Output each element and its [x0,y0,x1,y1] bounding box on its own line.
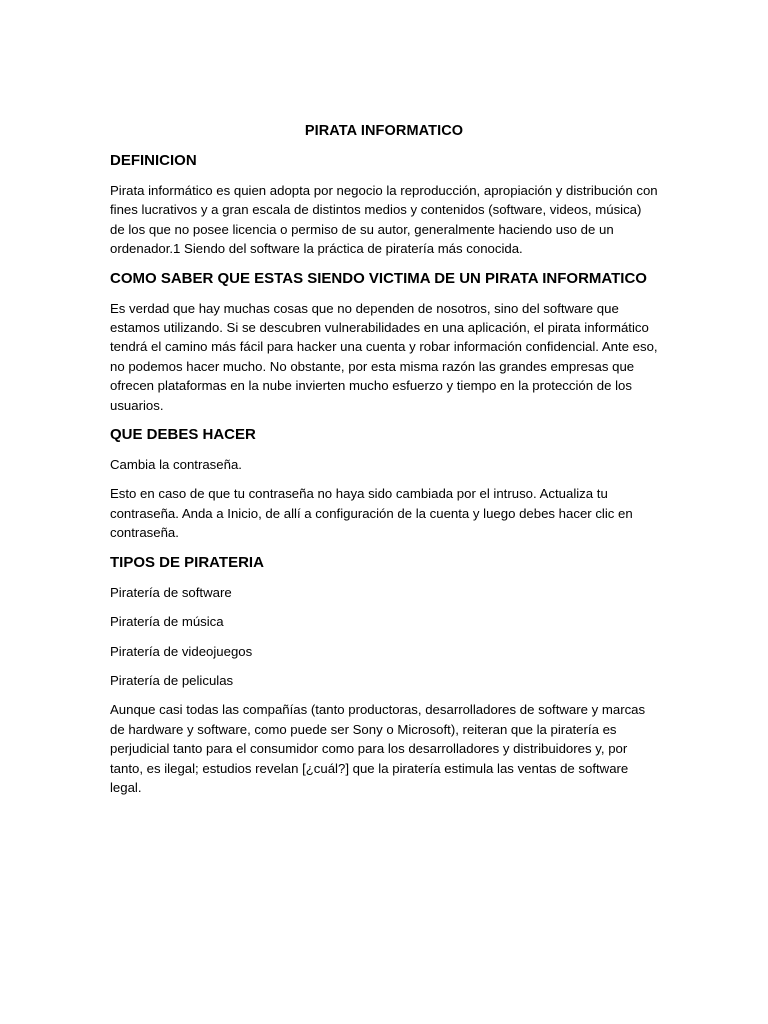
list-item: Piratería de videojuegos [110,643,253,659]
document-title: PIRATA INFORMATICO [304,123,464,139]
list-item: Piratería de software [110,584,232,600]
como-saber-paragraph: Es verdad que hay muchas cosas que no dependen de nosotros, sino del software que estamos utilizando. Si se descubren vulnerabilidades en una aplicación, el pirata informático tendrá el camino más fácil para hacker una cuenta y robar información confidencial. Ante eso, no podemos hacer mucho. No obstante, por esta misma razón las grandes empresas que ofrecen plataformas en la nube invierten mucho esfuerzo y tiempo en la protección de los usuarios. [110,300,658,413]
tipos-closing-paragraph: Aunque casi todas las compañías (tanto productoras, desarrolladores de software y marcas de hardware y software, como puede ser Sony o Microsoft), reiteran que la piratería es perjudicial tanto para el consumidor como para los desarrolladores y distribuidores y, por tanto, es ilegal; estudios revelan [¿cuál?] que la piratería estimula las ventas de software legal. [110,702,646,795]
que-hacer-paragraph-1: Cambia la contraseña. [110,457,242,473]
section-heading-tipos: TIPOS DE PIRATERIA [110,553,264,571]
que-hacer-paragraph-2: Esto en caso de que tu contraseña no haya sido cambiada por el intruso. Actualiza tu contraseña. Anda a Inicio, de allí a configuración de la cuenta y luego debes hacer clic en contraseña. [110,486,633,541]
document-page [110,123,658,807]
section-heading-como-saber: COMO SABER QUE ESTAS SIENDO VICTIMA DE UN PIRATA INFORMATICO [110,269,647,287]
list-item: Piratería de peliculas [110,672,234,688]
section-heading-que-hacer: QUE DEBES HACER [110,426,256,444]
list-item: Piratería de música [110,614,224,630]
definicion-paragraph: Pirata informático es quien adopta por negocio la reproducción, apropiación y distribución con fines lucrativos y a gran escala de distintos medios y contenidos (software, videos, música) de los que no posee licencia o permiso de su autor, generalmente haciendo uso de un ordenador.1 Siendo del software la práctica de piratería más conocida. [110,183,658,257]
section-heading-definicion: DEFINICION [110,152,197,169]
